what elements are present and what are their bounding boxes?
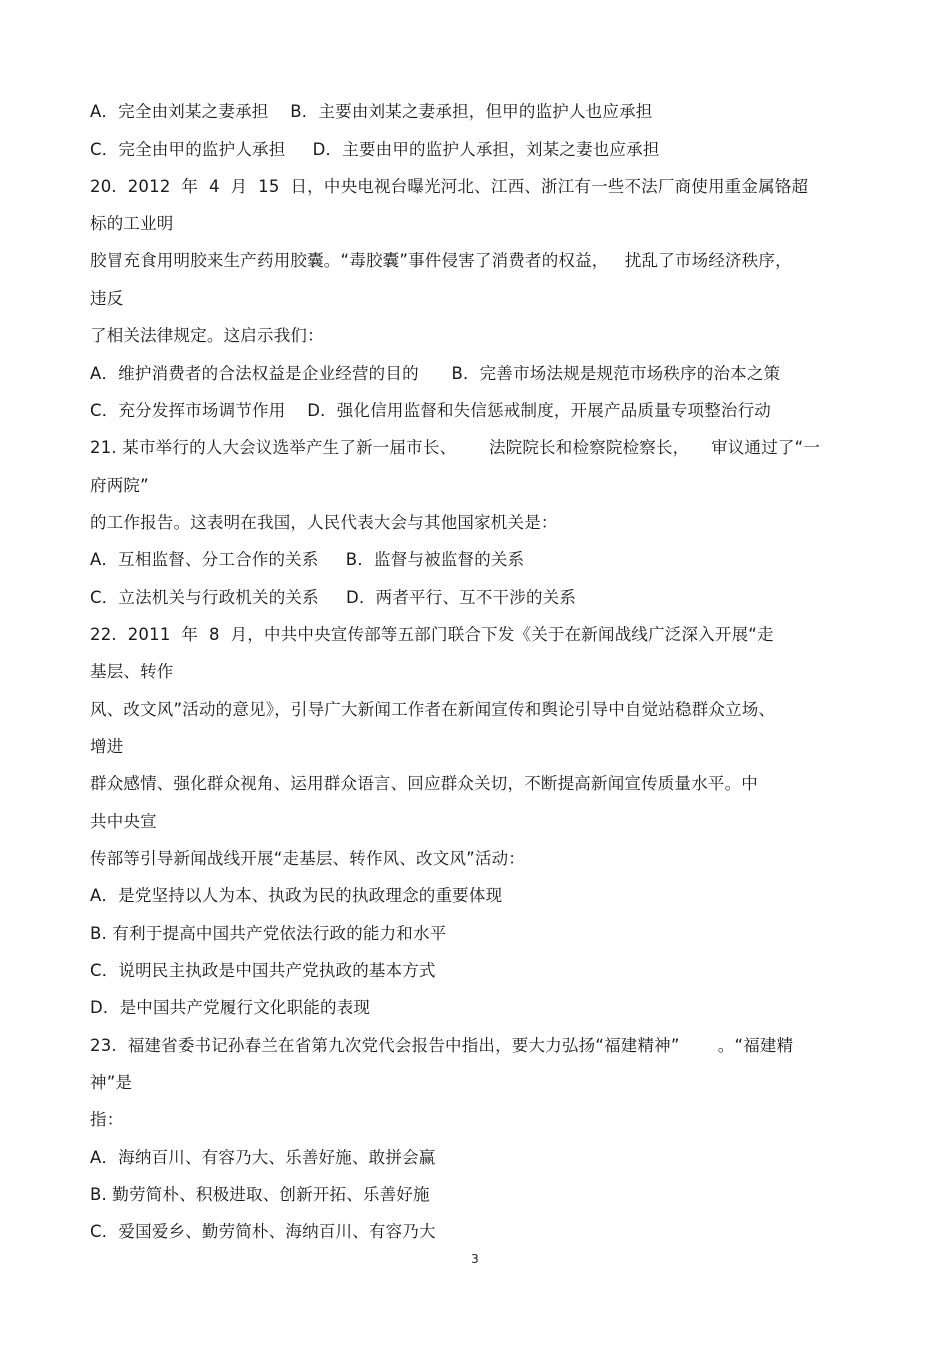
question-line: 标的工业明 — [90, 214, 174, 233]
question-line: 基层、转作 — [90, 662, 174, 681]
question-line: 传部等引导新闻战线开展“走基层、转作风、改文风”活动： — [90, 849, 525, 868]
question-line: 神”是 — [90, 1073, 133, 1092]
question-line: 23. 福建省委书记孙春兰在省第九次党代会报告中指出，要大力弘扬“福建精神” 。“福建精 — [90, 1036, 794, 1055]
question-line: 的工作报告。这表明在我国，人民代表大会与其他国家机关是： — [90, 513, 558, 532]
option-line: A．海纳百川、有容乃大、乐善好施、敢拼会赢 — [90, 1148, 436, 1167]
option-line: C．说明民主执政是中国共产党执政的基本方式 — [90, 961, 436, 980]
question-line: 20. 2012 年 4 月 15 日，中央电视台曝光河北、江西、浙江有一些不法厂商使用重金属铬超 — [90, 177, 809, 196]
option-line: A．互相监督、分工合作的关系 B．监督与被监督的关系 — [90, 550, 525, 569]
question-line: 府两院” — [90, 476, 149, 495]
option-line: B. 勤劳简朴、积极进取、创新开拓、乐善好施 — [90, 1185, 430, 1204]
option-line: A．维护消费者的合法权益是企业经营的目的 B．完善市场法规是规范市场秩序的治本之策 — [90, 364, 781, 383]
question-line: 共中央宣 — [90, 812, 157, 831]
page-number: 3 — [471, 1252, 479, 1266]
question-line: 22. 2011 年 8 月，中共中央宣传部等五部门联合下发《关于在新闻战线广泛深入开展“走 — [90, 625, 774, 644]
option-line: A．是党坚持以人为本、执政为民的执政理念的重要体现 — [90, 886, 503, 905]
question-line: 21. 某市举行的人大会议选举产生了新一届市长、 法院院长和检察院检察长， 审议通过了“一 — [90, 438, 821, 457]
question-line: 胶冒充食用明胶来生产药用胶囊。“毒胶囊”事件侵害了消费者的权益， 扰乱了市场经济秩序， — [90, 251, 792, 270]
option-line: D．是中国共产党履行文化职能的表现 — [90, 998, 371, 1017]
option-line: A．完全由刘某之妻承担 B．主要由刘某之妻承担，但甲的监护人也应承担 — [90, 102, 653, 121]
question-line: 违反 — [90, 289, 124, 308]
option-line: C．爱国爱乡、勤劳简朴、海纳百川、有容乃大 — [90, 1222, 436, 1241]
option-line: C．立法机关与行政机关的关系 D．两者平行、互不干涉的关系 — [90, 588, 577, 607]
question-line: 风、改文风”活动的意见》，引导广大新闻工作者在新闻宣传和舆论引导中自觉站稳群众立场、 — [90, 700, 776, 719]
question-line: 群众感情、强化群众视角、运用群众语言、回应群众关切，不断提高新闻宣传质量水平。中 — [90, 774, 758, 793]
option-line: B. 有利于提高中国共产党依法行政的能力和水平 — [90, 924, 447, 943]
question-line: 增进 — [90, 737, 124, 756]
question-line: 指： — [90, 1110, 124, 1129]
question-line: 了相关法律规定。这启示我们： — [90, 326, 324, 345]
option-line: C．完全由甲的监护人承担 D．主要由甲的监护人承担，刘某之妻也应承担 — [90, 140, 660, 159]
option-line: C．充分发挥市场调节作用 D．强化信用监督和失信惩戒制度，开展产品质量专项整治行动 — [90, 401, 772, 420]
